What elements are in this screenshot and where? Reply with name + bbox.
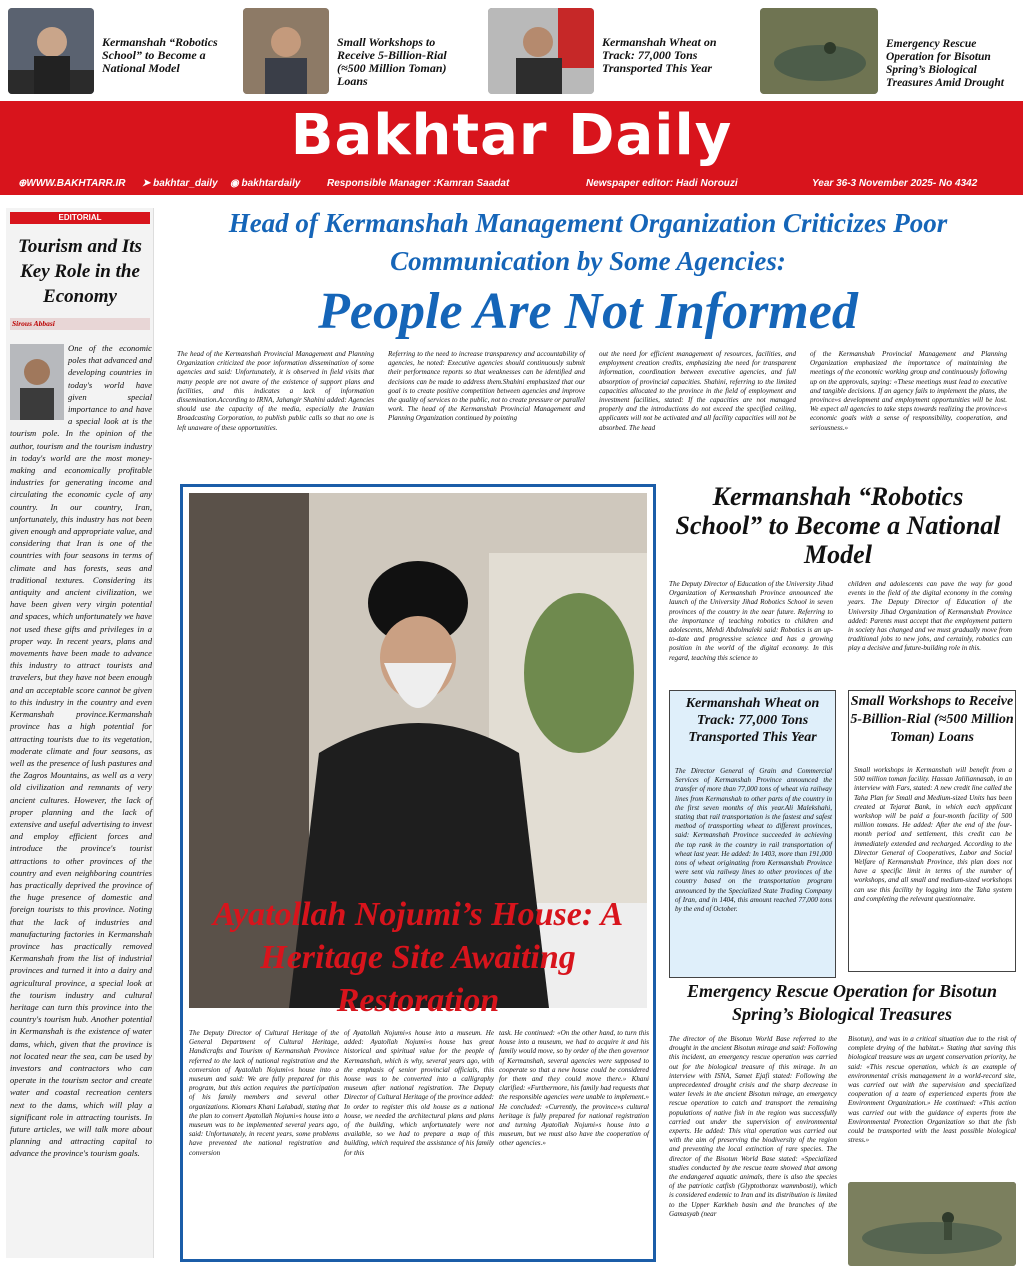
editorial-column	[6, 208, 154, 1258]
teaser-wheat[interactable]	[488, 6, 750, 96]
bisotun-column: The director of the Bisotun World Base referred to the drought in the ancient Bisotun mirage and said: Following this incident, an emergency rescue operation was carried out for the biological treasure of this mirage. In an interview with ISNA, Samet Ejafi stated: Following the unprecedented drought crisis and the sharp decrease in water levels in the ancient Bisotun mirage, an emergency rescue operation to catch and transport the remaining populations of native fish in the region was successfully carried out under the supervision of environmental experts. He added: This vital operation was carried out with the aim of preserving the biodiversity of the region and preventing the local extinction of rare species. The director of the Bisotun World Base stated: «Specialized studies conducted by the rescue team showed that among the endangered aquatic animals, there is also the species of the patriotic catfish (Glyptothorax wammbosti), which is considered endemic to Iran and its distribution is limited to the Upper Karkheh basin and the branches of the Gamasyab (near	[669, 1035, 837, 1218]
masthead	[0, 101, 1023, 173]
telegram-icon: ➤	[142, 178, 154, 189]
teaser-robotics[interactable]	[8, 6, 238, 96]
website-link[interactable]: ⊕WWW.BAKHTARR.IR	[18, 178, 126, 189]
teaser-title: Kermanshah “Robotics School” to Become a National Model	[102, 35, 218, 75]
teaser-title: Kermanshah Wheat on Track: 77,000 Tons Transported This Year	[602, 35, 717, 75]
robotics-column: children and adolescents can pave the way for good events in the field of the digital economy in the coming years. The Deputy Director of Education of the University Jihad Organization of Kermanshah Province added: Parents must accept that the employment pattern in society has changed and we must gradually move from traditional jobs to new jobs, and certainly, robotics can play a decisive and future-building role in this.	[848, 580, 1012, 653]
robotics-column: The Deputy Director of Education of the University Jihad Organization of Kermanshah Province announced the launch of the University Jihad Robotics School in seven provinces of the country in the near future. Referring to the importance of teaching robotics to children and adolescents, Mehdi Abdolmaleki said: Robotics is an up-to-date and progressive science and has a growing position in the world of the digital economy. In this regard, teaching this science to	[669, 580, 833, 662]
lead-column: out the need for efficient management of resources, facilities, and employment creation credits, emphasizing the need for transparent information, coordination between executive agencies, and full absorption of provincial capacities. Shahini, referring to the limited capacities allocated to the province in the field of employment and investment facilities, stated: If the capacities are not managed properly and the introductions do not exceed the specified ceiling, applicants will not be activated and all facility capacities will not be absorbed. The head	[599, 350, 796, 432]
bisotun-headline: Emergency Rescue Operation for Bisotun Spring’s Biological Treasures	[686, 981, 997, 1024]
lead-kicker: Head of Kermanshah Management Organization Criticizes Poor Communication by Some Agencies:	[228, 208, 948, 276]
wheat-body: The Director General of Grain and Commercial Services of Kermanshah Province announced the transfer of more than 77,000 tons of wheat via railway lines from Kermanshah to other parts of the country in the first seven months of this year.Ali Malekshahi, stating that rail transportation is the fastest and safest method of transporting wheat to different provinces, said: Kermanshah Province succeeded in achieving the top rank in the country in rail transportation of wheat last year. He added: In 1403, more than 191,000 tons of wheat originating from Kermanshah Province were sent via railway lines to other provinces of the country based on the transportation program announced by the Specialized State Trading Company of Iran, and in 1404, this amount reached 77,000 tons by the end of October.	[675, 767, 832, 914]
teaser-loans[interactable]	[243, 6, 473, 96]
newspaper-title: Bakhtar Daily	[290, 103, 733, 168]
responsible-manager: Responsible Manager :Kamran Saadat	[327, 178, 510, 189]
heritage-article	[180, 484, 656, 1262]
heritage-headline: Ayatollah Nojumi’s House: A Heritage Site Awaiting Restoration	[212, 896, 624, 1019]
newspaper-editor: Newspaper editor: Hadi Norouzi	[586, 178, 738, 189]
teaser-photo	[760, 8, 878, 94]
wheat-headline: Kermanshah Wheat on Track: 77,000 Tons Transported This Year	[685, 696, 820, 745]
loans-body: Small workshops in Kermanshah will benefit from a 500 million toman facility. Hassan Jaliliannasab, in an interview with Fars, stated: A new credit line called the Taha Plan for Small and Medium-sized Units has been created at Tejarat Bank, in which each applicant workshop will be paid a four-month facility of 500 million tomans. He added: After the end of the four-month period and settlement, this credit can be immediately extended and recharged. According to the Director General of Cooperatives, Labor and Social Welfare of Kermanshah Province, this plan does not have a specific limit in terms of the number of workshops, and all small and medium-sized workshops can use this facility by logging into the Taha system and completing the relevant questionnaire.	[854, 766, 1012, 903]
lead-column: The head of the Kermanshah Provincial Management and Planning Organization criticized the poor information dissemination of some agencies and said: Unfortunately, it is observed in field visits that many people are not aware of the existence of support plans and facilities, and this indicates a lack of information dissemination.According to IRNA, Jahangir Shahini added: Agencies should use the capacity of the media, especially the Iranian Broadcasting Corporation, to publish public calls so that no one is left unaware of these opportunities.	[177, 350, 374, 432]
editorial-body: One of the economic poles that advanced and developing countries in today's world have given special importance to and have a special look at is the tourism pole. In the opinion of the author, tourism and the tourism industry in today's world are the most money-making and economically profitable industries for generating income and circulating the economic cycle of any country. In our country, Iran, unfortunately, this industry has not been given enough and appropriate value, and considering that Iran is one of the countries with four seasons in terms of climate and has forests, seas and traditional textures. Considering its antiquity and ancient civilization, we have been given very virgin potential and spaces, which unfortunately we have not used these gifts and privileges in a proper way. In recent years, plans and movements have been made to advance this industry to attract tourists and travelers, but they have not been enough and an acceptable score cannot be given to this industry in the country and even Kermanshah province.Kermanshah province has a high potential for attracting tourists due to its vegetation, moderate climate and four seasons, as well as the presence of lush pastures and the Zagros Mountains, as well as a very old civilization and remnants of very ancient cultures. However, the lack of proper planning and the lack of extensive and useful advertising to invest and employ efficient forces and introduce the province's tourist attractions to other provinces of the country and even neighboring countries has practically deprived the province of the huge presence of domestic and foreign tourists to this province. Noting that the lack of industries and manufacturing factories in Kermanshah province has practically removed Kermanshah from the list of industrial provinces and turned it into a dairy and agricultural province, a special look at the tourism industry and cultural heritage can turn this province into the country's tourism hub. Another potential in Kermanshah is the existence of water dams, which, given that the province is not located near the sea, can be used by investors and contractors who can operate in the tourism sector and create water and coastal recreation centers next to the dams, which will play a significant role in attracting tourists. In future articles, we will talk more about planning and attracting capital to advance the province's tourism goals.	[10, 343, 152, 1159]
teaser-photo	[8, 8, 94, 94]
teaser-photo	[488, 8, 594, 94]
bisotun-column: Bisotun), and was in a critical situation due to the risk of complete drying of the habitat.» Stating that saving this biological treasure was an urgent conservation priority, he said: «This rescue operation, which is an example of environmental crisis management in a world-record site, was carried out with the supervision and specialized cooperation of a team of experienced experts from the Environment Organization.» He continued: «This action was carried out with the guidance of experts from the Environmental Protection Organization so that the fish could be transported with the least possible biological stress.»	[848, 1035, 1016, 1145]
telegram-link[interactable]: ➤ bakhtar_daily	[142, 178, 218, 189]
lead-headline: People Are Not Informed	[318, 283, 858, 340]
heritage-column: The Deputy Director of Cultural Heritage of the General Department of Cultural Heritage, Handicrafts and Tourism of Kermanshah Province referred to the lack of national registration and the conversion of Ayatollah Nojumi»s house into a museum and said: We are fully prepared for this program, but this action requires the participation of his family members and several other organizations. Kiomars Khani Lalabadi, stating that the plan to convert Ayatollah Nojumi»s house into a museum was to be implemented several years ago, said: Unfortunately, in recent years, some problems have prevented the national registration and conversion	[189, 1029, 339, 1157]
teaser-title: Small Workshops to Receive 5-Billion-Rial (≈500 Million Toman) Loans	[337, 35, 447, 88]
teaser-bisotun[interactable]	[760, 6, 1020, 96]
editorial-title: Tourism and Its Key Role in the Economy	[18, 236, 142, 307]
robotics-headline: Kermanshah “Robotics School” to Become a National Model	[675, 482, 1001, 569]
loans-headline: Small Workshops to Receive 5-Billion-Rial (≈500 Million Toman) Loans	[850, 694, 1014, 745]
teaser-photo	[243, 8, 329, 94]
teaser-title: Emergency Rescue Operation for Bisotun Spring’s Biological Treasures Amid Drought	[886, 38, 1005, 89]
heritage-column: task. He continued: «On the other hand, to turn this house into a museum, we had to acquire it and his family would move, so by order of the then governor of Kermanshah, several agencies were supposed to cooperate so that a new house could be considered for them and they could move there.» Khani clarified: «Furthermore, his family had requests that the responsible agencies were unable to implement.» He concluded: «Currently, the province»s cultural heritage is fully prepared for national registration and turning Ayatollah Nojumi»s house into a museum, but we must also have the cooperation of other agencies.»	[499, 1029, 649, 1148]
editorial-tag: EDITORIAL	[10, 212, 150, 224]
heritage-column: of Ayatollah Nojumi»s house into a museum. He added: Ayatollah Nojumi»s house has great historical and spiritual value for the people of Kermanshah, which is why, several years ago, with the emphasis of senior provincial officials, this house was to be converted into a calligraphy museum after national registration. The Deputy Director of Cultural Heritage of the province added: In order to register this old house as a national house, we needed the architectural plans and plans of the building, which unfortunately were not available, so we had to prepare a map of this building, which required the assistance of his family for this	[344, 1029, 494, 1157]
info-bar	[0, 173, 1023, 195]
loans-article	[848, 690, 1016, 972]
issue-info: Year 36-3 November 2025- No 4342	[812, 178, 978, 189]
lead-column: of the Kermanshah Provincial Management and Planning Organization emphasized the importance of maintaining the meetings of the economic working group and continuously following up on the approvals, saying: «These meetings must lead to executive and tangible decisions. If an agency fails to implement the plans, the province»s development and employment opportunities will be lost. We expect all agencies to take steps towards realizing the province»s economic goals with a sense of responsibility, cooperation, and seriousness.»	[810, 350, 1007, 432]
lead-column: Referring to the need to increase transparency and accountability of agencies, he noted: Executive agencies should continuously submit their performance reports so that weaknesses can be identified and decisions can be made to address them.Shahini emphasized that our goal is to create positive competition between agencies and improve the quality of services to the public, not to create pressure or parallel work. The head of the Kermanshah Provincial Management and Planning Organization continued by pointing	[388, 350, 585, 423]
editorial-author: Sirous Abbasi	[10, 318, 150, 330]
editorial-body-wrap	[10, 342, 152, 1160]
wheat-article	[669, 690, 836, 978]
bisotun-photo	[848, 1182, 1016, 1266]
instagram-link[interactable]: ◉ bakhtardaily	[230, 178, 301, 189]
instagram-icon: ◉	[230, 178, 242, 189]
